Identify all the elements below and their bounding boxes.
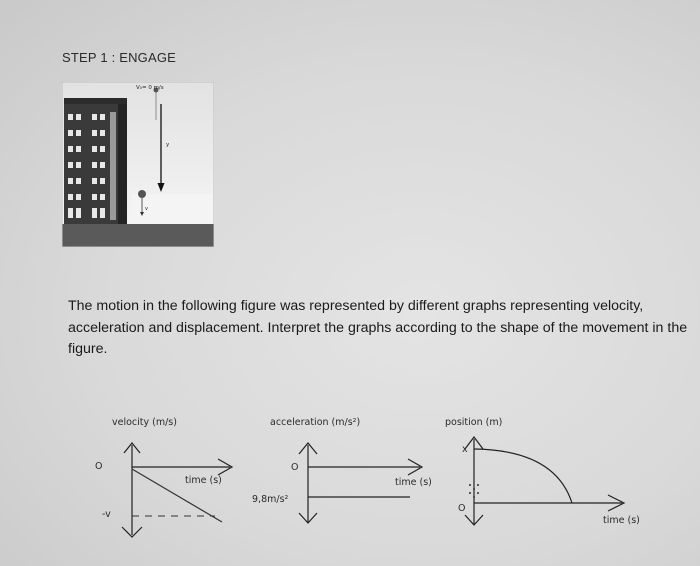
instruction-paragraph: The motion in the following figure was represented by different graphs representing velocity, acceleration and displacement. Interpret the graphs according to the shape of the movement in the figure.: [68, 298, 688, 357]
velocity-graph-title: velocity (m/s): [112, 417, 177, 428]
position-curve: [474, 449, 572, 503]
v-label: v: [145, 206, 148, 212]
acceleration-graph-title: acceleration (m/s²): [270, 417, 361, 428]
velocity-neg-label: -v: [102, 509, 111, 520]
position-max-label: x: [462, 444, 468, 455]
position-x-label: time (s): [603, 515, 640, 526]
falling-ball: [138, 190, 146, 198]
ground: [63, 224, 214, 247]
acceleration-x-label: time (s): [395, 477, 432, 488]
acceleration-zero-label: O: [291, 462, 299, 473]
position-graph: [445, 417, 640, 526]
velocity-graph: [95, 417, 232, 537]
acceleration-graph: [252, 417, 432, 523]
position-graph-title: position (m): [445, 417, 503, 428]
falling-object-figure: [62, 82, 214, 247]
y-label: y: [166, 142, 170, 148]
step-title: STEP 1 : ENGAGE: [62, 50, 177, 65]
motion-graphs: [0, 405, 700, 566]
velocity-x-label: time (s): [185, 475, 222, 486]
building: [64, 98, 127, 224]
v0-label: V₀= 0 m/s: [136, 85, 164, 91]
position-zero-label: O: [458, 503, 466, 514]
acceleration-value-label: 9,8m/s²: [252, 494, 289, 505]
velocity-zero-label: O: [95, 461, 103, 472]
